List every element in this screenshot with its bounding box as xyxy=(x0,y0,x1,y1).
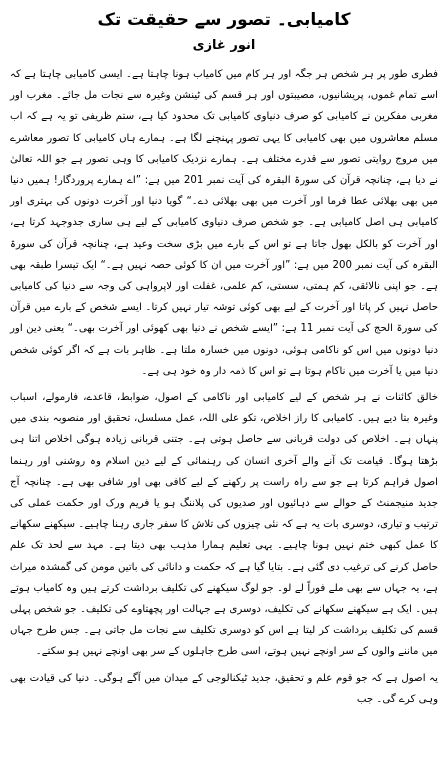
article-paragraph-2: خالق کائنات نے ہر شخص کے لیے کامیابی اور ناکامی کے اصول، ضوابط، قاعدے، فارمولے، اسباب وغیرہ بتا دیے ہیں۔ کامیابی کا راز اخلاص، تکو علی اللہ، عمل مسلسل، تحقیق اور منصوبہ بندی میں پنہاں ہے۔ اخلاص کی دولت قربانی سے حاصل ہوتی ہے۔ جتنی قربانی زیادہ ہوگی اخلاص اتنا ہی بڑھتا ہوگا۔ قیامت تک آنے والے آخری انسان کی رہنمائی کے لیے دین اسلام وہ روشنی اور رہنما اصول فراہم کرتا ہے جو سے راہ راست پر رکھنے کے لیے کافی بھی اور شافی بھی ہے۔ چنانچہ آج جدید منیجمنٹ کے حوالے سے دہائیوں اور صدیوں کی پلاننگ ہو یا فریم ورک اور حکمت عملی کی ترتیب و تیاری، دوسری بات یہ ہے کہ نئی چیزوں کی تلاش کا سفر جاری رہنا چاہیے۔ سیکھنے سکھانے کا عمل کبھی ختم نہیں ہونا چاہیے۔ یہی تعلیم ہمارا مذہب بھی دیتا ہے۔ مہد سے لحد تک علم حاصل کرنے کی ترغیب دی گئی ہے۔ بتایا گیا ہے کہ حکمت و دانائی کی باتیں مومن کی گمشدہ میراث ہے، یہ جہاں سے بھی ملے فوراً لے لو۔ جو لوگ سیکھنے کی تکلیف برداشت کرتے ہیں وہ کامیاب ہوتے ہیں۔ ایک ہے سیکھنے سکھانے کی تکلیف، دوسری ہے جہالت اور پچھتاوے کی تکلیف۔ جو شخص پہلی قسم کی تکلیف برداشت کر لیتا ہے اس کو دوسری تکلیف سے نجات مل جاتی ہے۔ جس طرح جہاں میں ماننے والوں کے سر اونچے نہیں ہوتے، اسی طرح جاہلوں کے سر بھی اونچے نہیں ہو سکتے۔ xyxy=(10,392,438,658)
article-paragraph-3: یہ اصول ہے کہ جو قوم علم و تحقیق، جدید ٹیکنالوجی کے میدان میں آگے ہوگی۔ دنیا کی قیادت بھی وہی کرے گی۔ جب xyxy=(10,672,438,705)
article-paragraph-1: فطری طور پر ہر شخص ہر جگہ اور ہر کام میں کامیاب ہونا چاہتا ہے۔ ایسی کامیابی چاہتا ہے کہ اسے تمام غموں، پریشانیوں، مصیبتوں اور ہر قسم کی ٹینشن وغیرہ سے نجات مل جائے۔ مغرب اور مغربی مفکرین نے کامیابی کو صرف دنیاوی کامیابی تک محدود کیا ہے، ستم ظریفی تو یہ ہے کہ اب مسلم معاشروں میں بھی کامیابی کا یہی تصور پہنچنے لگا ہے۔ ہمارے ہاں کامیابی کا تصور معاشرے میں مروج روایتی تصور سے قدرے مختلف ہے۔ ہمارے نزدیک کامیابی کا وہی تصور ہے جو اللہ تعالیٰ نے دیا ہے، چنانچہ قرآن کی سورۃ البقرہ کی آیت نمبر 201 میں ہے: ”اے ہمارے پروردگار! ہمیں دنیا میں بھی بھلائی عطا فرما اور آخرت میں بھی بھلائی دے۔“ گویا دنیا اور آخرت دونوں کی بہتری اور کامیابی ہی اصل کامیابی ہے۔ جو شخص صرف دنیاوی کامیابی کے لیے ہی ساری جدوجہد کرتا ہے، اور آخرت کو بالکل بھول جاتا ہے تو اس کے بارے میں بڑی سخت وعید ہے، چنانچہ قرآن کی سورۃ البقرہ کی آیت نمبر 200 میں ہے: ”اور آخرت میں ان کا کوئی حصہ نہیں ہے۔“ ایک تیسرا طبقہ بھی ہے۔ جو اپنی نالائقی، کم ہمتی، سستی، کم علمی، غفلت اور لاپرواہی کی وجہ سے دنیا کی کامیابی حاصل نہیں کر پاتا اور آخرت کے لیے بھی کوئی توشہ تیار نہیں کرتا۔ ایسے شخص کے بارے میں قرآن کی سورۃ الحج کی آیت نمبر 11 ہے: ”ایسے شخص نے دنیا بھی کھوئی اور آخرت بھی۔“ یعنی دین اور دنیا دونوں میں اس کو ناکامی ہوئی، دونوں میں خسارہ ملتا ہے۔ ظاہر بات ہے کہ اگر کوئی شخص دنیا میں یا آخرت میں ناکام ہوتا ہے تو اس کا ذمہ دار وہ خود ہی ہے۔ xyxy=(10,69,439,377)
article-title: کامیابی۔ تصور سے حقیقت تک xyxy=(97,10,351,30)
article-author: انور غازی xyxy=(192,38,256,53)
